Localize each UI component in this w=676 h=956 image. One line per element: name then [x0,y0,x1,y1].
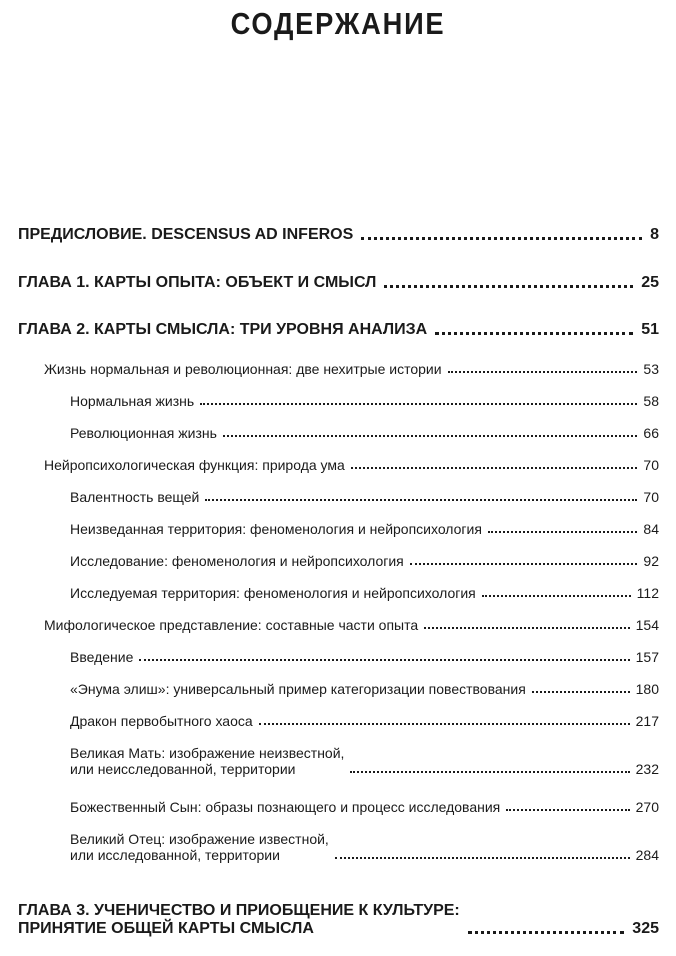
toc-page-number: 270 [635,799,659,815]
toc-entry-title-line2: или неисследованной, территории [70,761,296,777]
toc-entry-title: Мифологическое представление: составные части опыта [44,617,419,633]
dot-leader [435,332,633,335]
toc-page-number: 154 [635,617,659,633]
toc-entry-title: Нейропсихологическая функция: природа ума [44,457,345,473]
toc-entry-subsection[interactable] [70,553,659,569]
toc-entry-title: Исследование: феноменология и нейропсихология [70,553,404,569]
dot-leader [361,237,642,240]
toc-entry-title [70,831,329,863]
toc-page-number: 51 [641,321,659,338]
toc-entry-section[interactable] [44,457,659,473]
toc-page-number: 180 [635,681,659,697]
dot-leader [448,371,638,373]
dot-leader [139,659,629,661]
toc-entry-title-line1: Великий Отец: изображение известной, [70,831,329,847]
toc-entry-subsection[interactable] [70,521,659,537]
toc-entry-chapter-3[interactable] [18,902,659,938]
toc-entry-title: Валентность вещей [70,489,200,505]
toc-page-number: 232 [635,761,659,777]
dot-leader [351,467,638,469]
toc-entry-subsection[interactable] [70,489,659,505]
toc-entry-subsection[interactable] [70,681,659,697]
toc-page-number: 284 [635,847,659,863]
toc-entry-title: Революционная жизнь [70,425,217,441]
dot-leader [223,435,638,437]
dot-leader [424,627,629,629]
toc-entry-title: Введение [70,649,134,665]
toc-entry-title-line2: ПРИНЯТИЕ ОБЩЕЙ КАРТЫ СМЫСЛА [18,920,314,937]
dot-leader [205,499,637,501]
toc-entry-title [70,745,344,777]
toc-page-number: 92 [643,553,659,569]
toc-entry-title: Божественный Сын: образы познающего и процесс исследования [70,799,501,815]
toc-page-number: 66 [643,425,659,441]
toc-entry-title: Жизнь нормальная и революционная: две нехитрые истории [44,361,442,377]
toc-page-number: 53 [643,361,659,377]
toc-entry-title-line1: Великая Мать: изображение неизвестной, [70,745,345,761]
toc-entry-subsection[interactable] [70,799,659,815]
toc-entry-subsection[interactable] [70,745,659,777]
toc-entry-chapter-1[interactable] [18,274,659,292]
toc-entry-chapter-2[interactable] [18,321,659,339]
toc-page-number: 70 [643,457,659,473]
toc-entry-title: Неизведанная территория: феноменология и нейропсихология [70,521,482,537]
toc-page-number: 325 [632,920,659,937]
toc-entry-title: ПРЕДИСЛОВИЕ. DESCENSUS AD INFEROS [18,226,354,243]
toc-entry-preface[interactable] [18,226,659,244]
toc-page-number: 84 [643,521,659,537]
toc-entry-title: ГЛАВА 2. КАРТЫ СМЫСЛА: ТРИ УРОВНЯ АНАЛИЗА [18,321,428,338]
toc-entry-subsection[interactable] [70,831,659,863]
toc-entry-subsection[interactable] [70,425,659,441]
toc-page-number: 70 [643,489,659,505]
toc-page-number: 25 [641,274,659,291]
dot-leader [532,691,630,693]
toc-page-number: 217 [635,713,659,729]
toc-page-number: 8 [650,226,659,243]
page-title: СОДЕРЖАНИЕ [230,6,446,41]
dot-leader [410,563,638,565]
toc-entry-title: Дракон первобытного хаоса [70,713,253,729]
dot-leader [335,857,630,859]
dot-leader [468,931,625,934]
toc-entry-subsection[interactable] [70,393,659,409]
toc-entry-title: «Энума элиш»: универсальный пример категоризации повествования [70,681,526,697]
dot-leader [482,595,631,597]
toc-entry-title [18,902,460,938]
toc-page-number: 58 [643,393,659,409]
dot-leader [488,531,637,533]
toc-entry-title-line2: или исследованной, территории [70,847,280,863]
dot-leader [200,403,637,405]
toc-entry-section[interactable] [44,617,659,633]
toc-entry-subsection[interactable] [70,585,659,601]
dot-leader [384,285,633,288]
dot-leader [350,771,629,773]
dot-leader [506,809,629,811]
toc-entry-section[interactable] [44,361,659,377]
toc-entry-subsection[interactable] [70,649,659,665]
toc-entry-title: Нормальная жизнь [70,393,195,409]
toc-page-number: 157 [635,649,659,665]
dot-leader [259,723,630,725]
toc-entry-subsection[interactable] [70,713,659,729]
toc-entry-title: ГЛАВА 1. КАРТЫ ОПЫТА: ОБЪЕКТ И СМЫСЛ [18,274,377,291]
toc-page-number: 112 [636,585,659,601]
toc-entry-title: Исследуемая территория: феноменология и нейропсихология [70,585,476,601]
toc-entry-title-line1: ГЛАВА 3. УЧЕНИЧЕСТВО И ПРИОБЩЕНИЕ К КУЛЬТУРЕ: [18,902,460,919]
